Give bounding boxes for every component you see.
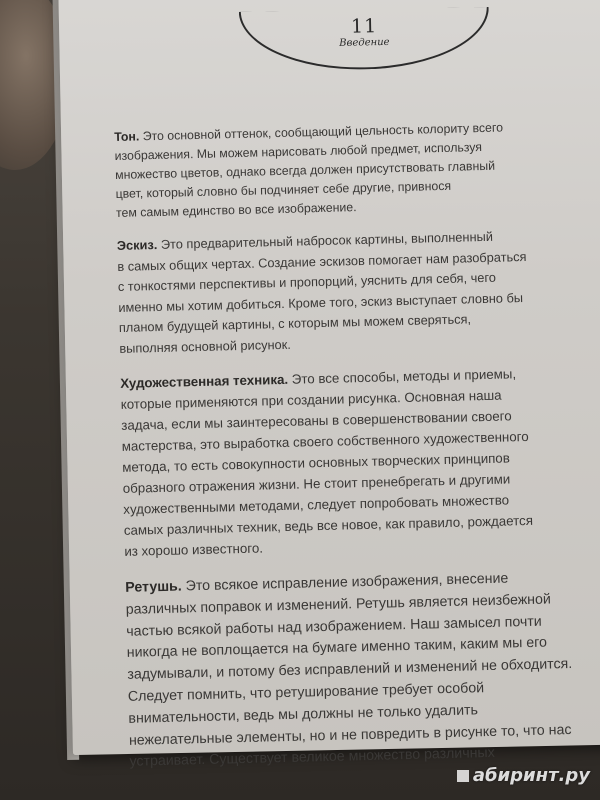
text-line: тем самым единство во все изображение.: [115, 200, 357, 220]
text-line: различных поправок и изменений. Ретушь является неизбежной: [125, 591, 552, 618]
paragraph-ton: [114, 117, 566, 223]
text-line: Следует помнить, что ретуширование требует особой: [127, 680, 485, 705]
paragraph-retouch: [125, 567, 580, 774]
text-line: художественными методами, следует попробовать множество: [123, 492, 510, 517]
text-line: в самых общих чертах. Создание эскизов помогает нам разобраться: [117, 248, 527, 274]
text-line: частью всякой работы над изображением. Наш замысел почти: [126, 613, 542, 640]
watermark-text: абиринт.ру: [472, 765, 590, 786]
text-line: Художественная техника. Это все способы, методы и приемы,: [120, 366, 517, 391]
page-header: [239, 7, 490, 72]
term-technique: Художественная техника.: [120, 371, 289, 391]
text-line: никогда не воплощается на бумаге именно таким, каким мы его: [126, 634, 548, 662]
text-line: Ретушь. Это всякое исправление изображения, внесение: [125, 570, 509, 596]
text-line: Эскиз. Это предварительный набросок картины, выполненный: [116, 228, 494, 253]
term-retouch: Ретушь.: [125, 578, 182, 596]
text-line: устраивает. Существует великое множество различных: [129, 745, 495, 771]
text-line: цвет, который словно бы подчиняет себе другие, привнося: [115, 178, 452, 201]
text-line: нежелательные элементы, но и не повредить в рисунке то, что нас: [128, 721, 572, 749]
text-line: с тонкостями перспективы и пропорций, уяснить для себя, чего: [117, 269, 497, 294]
text-line: мастерства, это выработка своего собственного художественного: [121, 428, 529, 454]
watermark-logo-icon: [457, 770, 469, 782]
text-line: планом будущей картины, с которым мы можем сверяться,: [118, 311, 472, 335]
paragraph-eskiz: [117, 225, 570, 359]
text-line: задумывали, и потому без исправлений и изменений не обходится.: [127, 656, 573, 684]
text-line: Тон. Это основной оттенок, сообщающий цельность колориту всего: [114, 120, 504, 144]
site-watermark: [457, 765, 590, 786]
text-line: которые применяются при создании рисунка. Основная наша: [120, 387, 502, 412]
term-eskiz: Эскиз.: [116, 236, 158, 253]
text-line: множество цветов, однако всегда должен присутствовать главный: [114, 158, 496, 182]
paragraph-technique: [120, 362, 574, 562]
text-line: изображения. Мы можем нарисовать любой предмет, используя: [114, 140, 483, 163]
text-line: именно мы хотим добиться. Кроме того, эскиз выступает словно бы: [118, 289, 524, 315]
text-line: образного отражения жизни. Не стоит пренебрегать и другими: [122, 471, 511, 496]
page-number: 11: [350, 15, 378, 38]
text-line: из хорошо известного.: [124, 540, 264, 559]
text-line: самых различных техник, ведь все новое, как правило, рождается: [123, 512, 534, 538]
text-line: задача, если мы заинтересованы в совершенствовании своего: [121, 408, 512, 433]
section-title: Введение: [339, 36, 390, 49]
text-line: внимательности, ведь мы должны не только удалить: [128, 702, 479, 727]
text-line: метода, то есть совокупности основных творческих принципов: [122, 450, 510, 475]
term-ton: Тон.: [114, 129, 140, 144]
body-text: [114, 117, 580, 774]
text-line: выполняя основной рисунок.: [119, 336, 292, 356]
